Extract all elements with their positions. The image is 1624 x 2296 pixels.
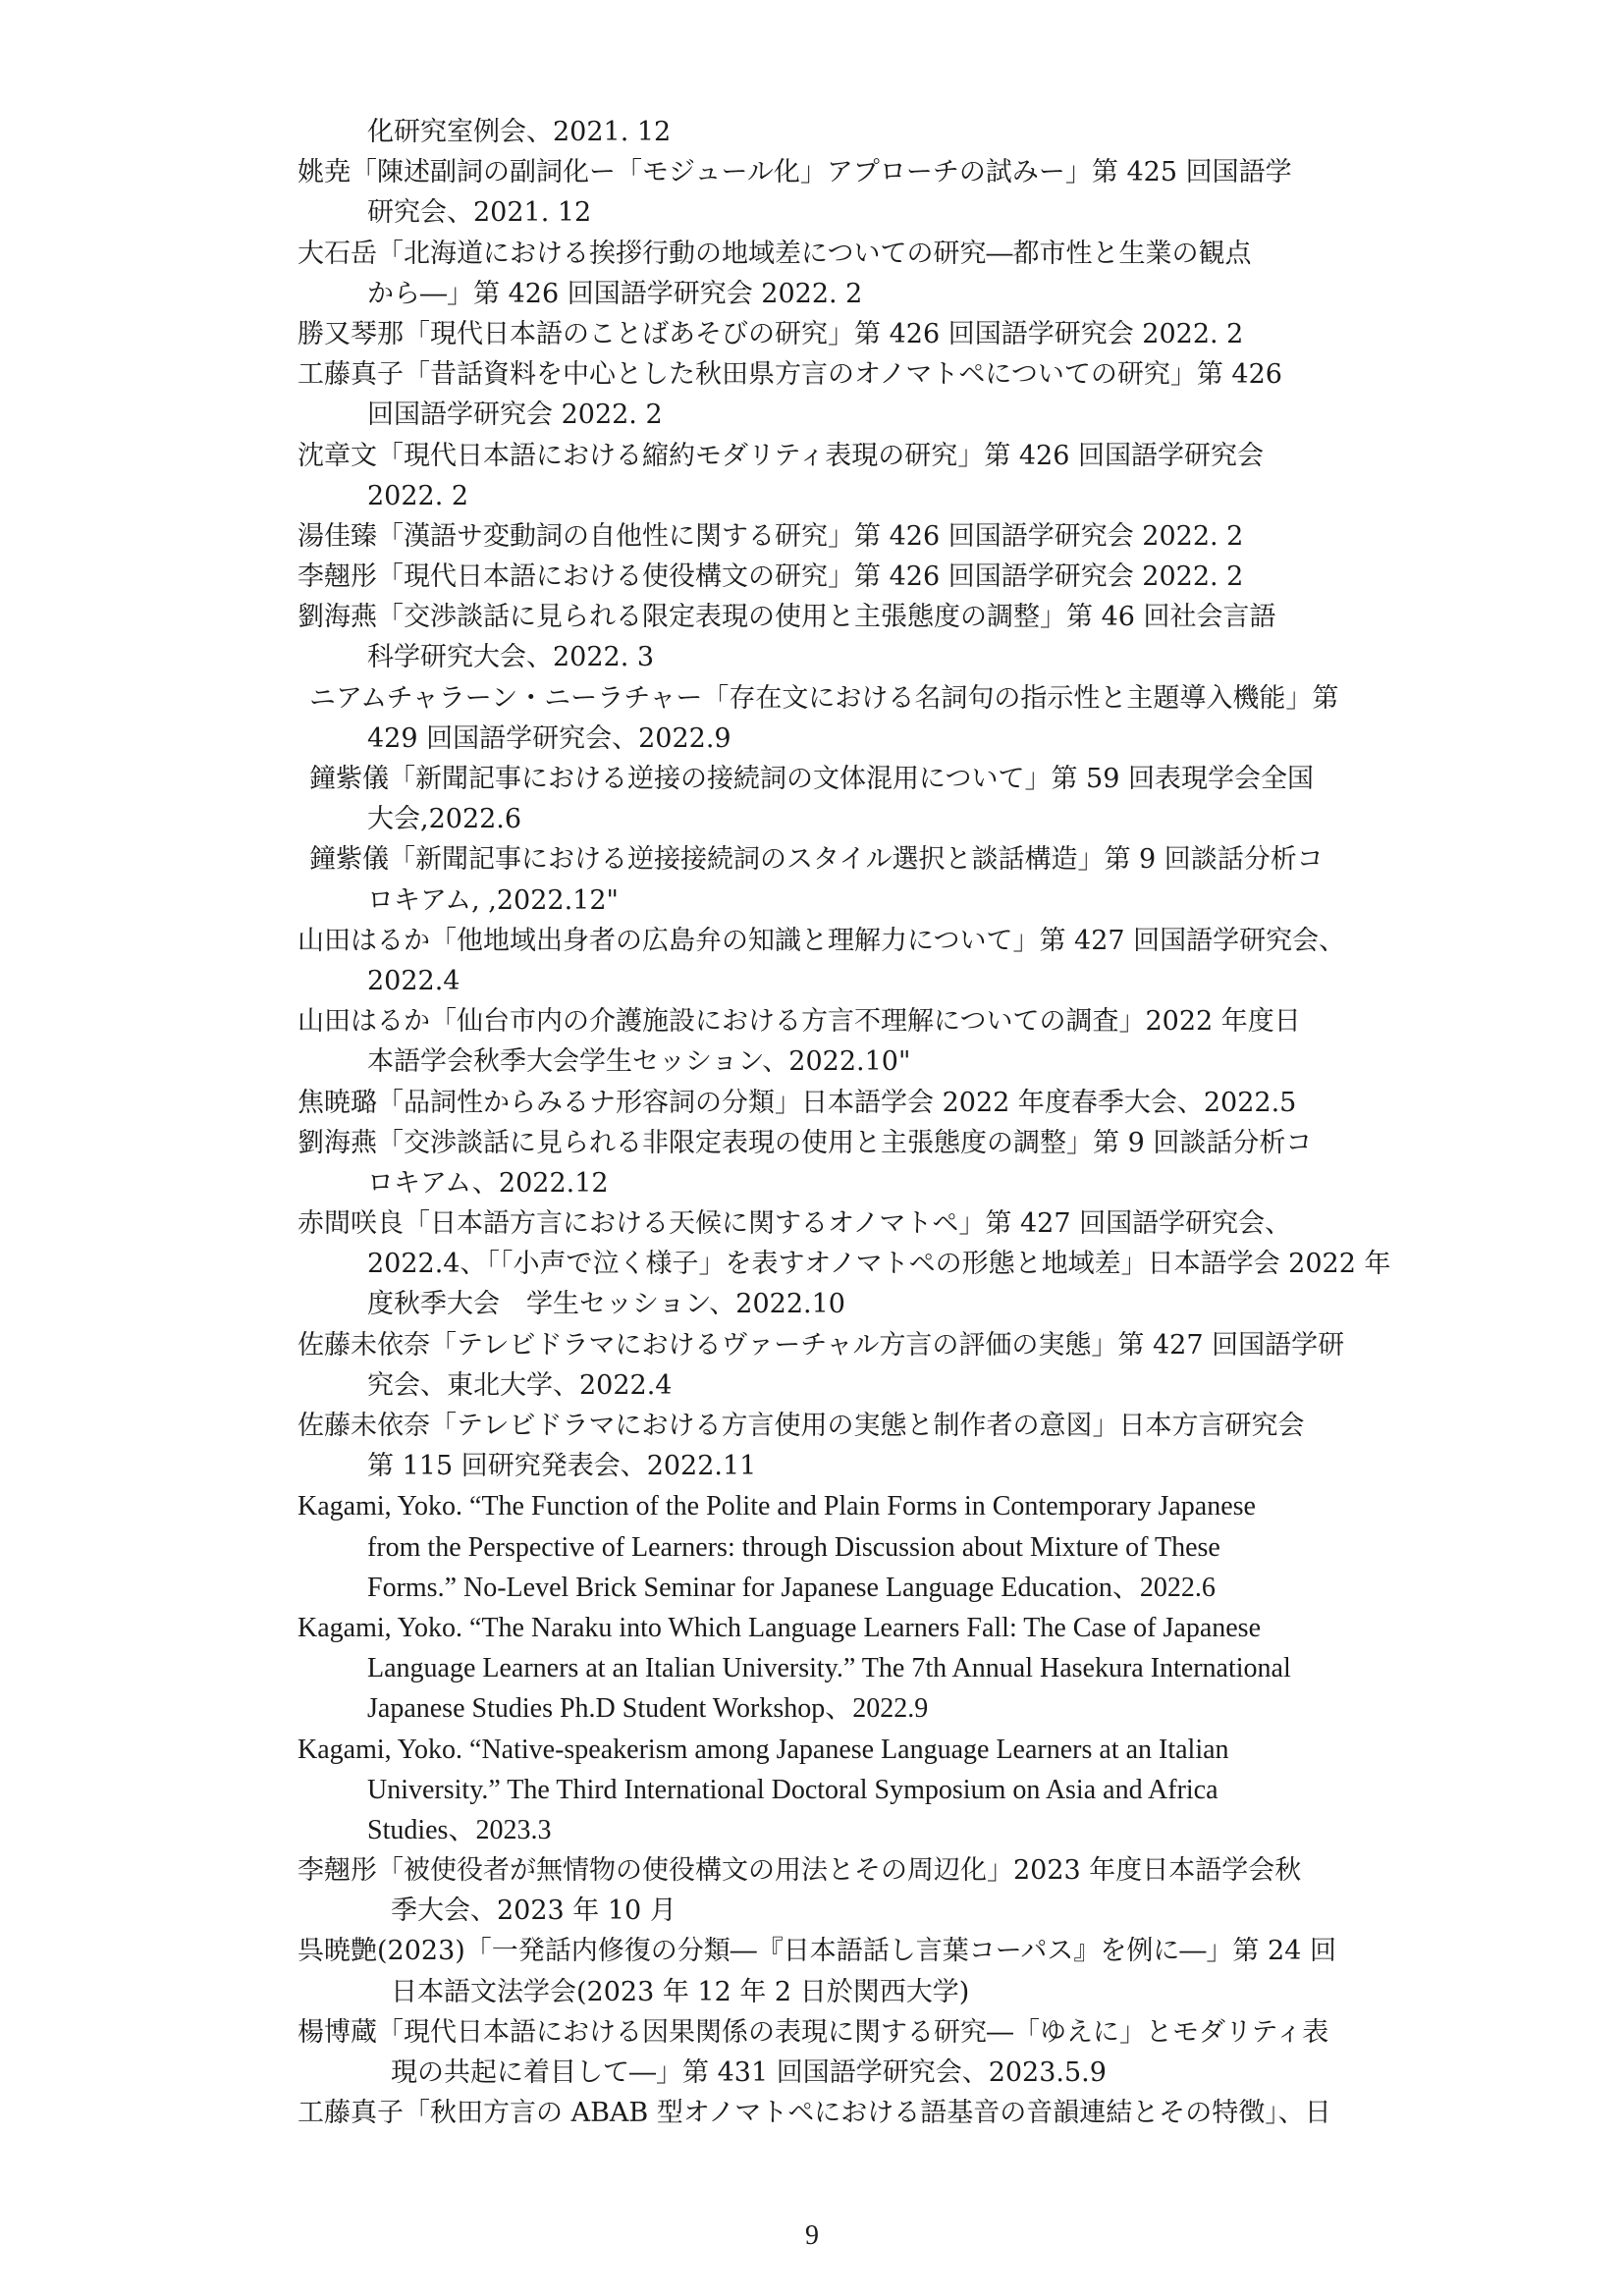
entry-line: 鐘紫儀「新聞記事における逆接接続詞のスタイル選択と談話構造」第 9 回談話分析コ [309, 844, 1324, 876]
presentation-list [298, 112, 1397, 2133]
entry-line: 赤間咲良「日本語方言における天候に関するオノマトペ」第 427 回国語学研究会、 [298, 1208, 1292, 1240]
entry-line: Language Learners at an Italian University.” The 7th Annual Hasekura International [367, 1653, 1291, 1684]
entry-line: 度秋季大会 学生セッション、2022.10 [367, 1289, 845, 1320]
entry-line: 本語学会秋季大会学生セッション、2022.10" [367, 1046, 911, 1078]
list-item [298, 678, 1397, 759]
list-item [298, 839, 1397, 920]
list-item [298, 2012, 1397, 2093]
entry-line: 研究会、2021. 12 [367, 197, 592, 229]
entry-line: 大石岳「北海道における挨拶行動の地域差についての研究―都市性と生業の観点 [298, 238, 1252, 269]
list-item [298, 1325, 1397, 1406]
list-item [298, 2093, 1397, 2133]
entry-line: Kagami, Yoko. “The Function of the Polite and Plain Forms in Contemporary Japanese [298, 1491, 1256, 1522]
entry-line: ロキアム, ,2022.12" [367, 884, 619, 916]
entry-line: 科学研究大会、2022. 3 [367, 642, 655, 673]
entry-line: 究会、東北大学、2022.4 [367, 1369, 673, 1401]
entry-line: 李翹彤「被使役者が無情物の使役構文の用法とその周辺化」2023 年度日本語学会秋 [298, 1855, 1302, 1887]
list-item [298, 1850, 1397, 1931]
list-item [298, 921, 1397, 1001]
list-item [298, 1406, 1397, 1486]
entry-line: 湯佳臻「漢語サ変動詞の自他性に関する研究」第 426 回国語学研究会 2022. 2 [298, 520, 1244, 552]
entry-line: Studies、2023.3 [367, 1814, 552, 1845]
entry-line: 劉海燕「交渉談話に見られる限定表現の使用と主張態度の調整」第 46 回社会言語 [298, 602, 1276, 633]
list-item [298, 597, 1397, 677]
entry-line: 呉暁艶(2023)「一発話内修復の分類―『日本語話し言葉コーパス』を例に―」第 24 回 [298, 1936, 1336, 1967]
list-item [298, 1123, 1397, 1203]
list-item [298, 1730, 1397, 1851]
entry-line: from the Perspective of Learners: through Discussion about Mixture of These [367, 1531, 1220, 1563]
entry-line: 楊博蔵「現代日本語における因果関係の表現に関する研究―「ゆえに」とモダリティ表 [298, 2016, 1329, 2048]
list-item [298, 152, 1397, 233]
entry-line: 429 回国語学研究会、2022.9 [367, 722, 731, 754]
entry-line: 山田はるか「仙台市内の介護施設における方言不理解についての調査」2022 年度日 [298, 1006, 1301, 1038]
list-item [298, 1608, 1397, 1730]
entry-line: ニアムチャラーン・ニーラチャー「存在文における名詞句の指示性と主題導入機能」第 [309, 682, 1339, 714]
entry-line: 佐藤未依奈「テレビドラマにおける方言使用の実態と制作者の意図」日本方言研究会 [298, 1411, 1305, 1441]
entry-line: Kagami, Yoko. “The Naraku into Which Language Learners Fall: The Case of Japanese [298, 1612, 1261, 1643]
entry-line: 季大会、2023 年 10 月 [391, 1896, 677, 1927]
entry-line: 李翹彤「現代日本語における使役構文の研究」第 426 回国語学研究会 2022. 2 [298, 561, 1244, 593]
list-item [298, 557, 1397, 597]
entry-line: 日本語文法学会(2023 年 12 年 2 日於関西大学) [391, 1976, 970, 2007]
list-item [298, 354, 1397, 435]
entry-line: Forms.” No-Level Brick Seminar for Japanese Language Education、2022.6 [367, 1572, 1216, 1603]
entry-line: Japanese Studies Ph.D Student Workshop、2022.9 [367, 1693, 929, 1725]
entry-line: 第 115 回研究発表会、2022.11 [367, 1451, 757, 1482]
entry-line: 工藤真子「秋田方言の ABAB 型オノマトペにおける語基音の音韻連結とその特徴」、日 [298, 2098, 1331, 2129]
list-item [298, 1083, 1397, 1123]
entry-line: 化研究室例会、2021. 12 [367, 117, 672, 147]
entry-line: 山田はるか「他地域出身者の広島弁の知識と理解力について」第 427 回国語学研究会、 [298, 925, 1346, 956]
list-item [298, 759, 1397, 839]
entry-line: 2022. 2 [367, 480, 469, 511]
entry-line: 沈章文「現代日本語における縮約モダリティ表現の研究」第 426 回国語学研究会 [298, 440, 1264, 471]
entry-line: 現の共起に着目して―」第 431 回国語学研究会、2023.5.9 [391, 2057, 1107, 2088]
list-item [298, 1203, 1397, 1325]
list-item [298, 436, 1397, 516]
list-item [298, 1486, 1397, 1608]
list-item [298, 234, 1397, 314]
entry-line: 佐藤未依奈「テレビドラマにおけるヴァーチャル方言の評価の実態」第 427 回国語学研 [298, 1329, 1345, 1361]
entry-line: 回国語学研究会 2022. 2 [367, 400, 663, 431]
entry-line: 2022.4 [367, 965, 460, 996]
list-item [298, 1931, 1397, 2011]
entry-line: 大会,2022.6 [367, 804, 522, 835]
entry-line: 工藤真子「昔話資料を中心とした秋田県方言のオノマトペについての研究」第 426 [298, 359, 1282, 391]
list-item [298, 1001, 1397, 1082]
entry-line: 鐘紫儀「新聞記事における逆接の接続詞の文体混用について」第 59 回表現学会全国 [309, 764, 1314, 794]
list-item [298, 314, 1397, 354]
entry-line: から―」第 426 回国語学研究会 2022. 2 [367, 278, 863, 309]
entry-line: Kagami, Yoko. “Native-speakerism among Japanese Language Learners at an Italian [298, 1734, 1229, 1765]
entry-line: 焦暁璐「品詞性からみるナ形容詞の分類」日本語学会 2022 年度春季大会、2022.5 [298, 1087, 1297, 1118]
list-item [298, 516, 1397, 557]
entry-line: 勝又琴那「現代日本語のことばあそびの研究」第 426 回国語学研究会 2022. 2 [298, 318, 1244, 349]
entry-line: 2022.4、「「小声で泣く様子」を表すオノマトペの形態と地域差」日本語学会 2022 年 [367, 1249, 1391, 1280]
entry-line: 姚尭「陳述副詞の副詞化ー「モジュール化」アプローチの試みー」第 425 回国語学 [298, 157, 1292, 188]
entry-line: 劉海燕「交渉談話に見られる非限定表現の使用と主張態度の調整」第 9 回談話分析コ [298, 1127, 1313, 1158]
entry-line: ロキアム、2022.12 [367, 1167, 609, 1199]
entry-line: University.” The Third International Doctoral Symposium on Asia and Africa [367, 1774, 1218, 1805]
list-item [298, 112, 1397, 152]
page-number: 9 [805, 2220, 819, 2251]
